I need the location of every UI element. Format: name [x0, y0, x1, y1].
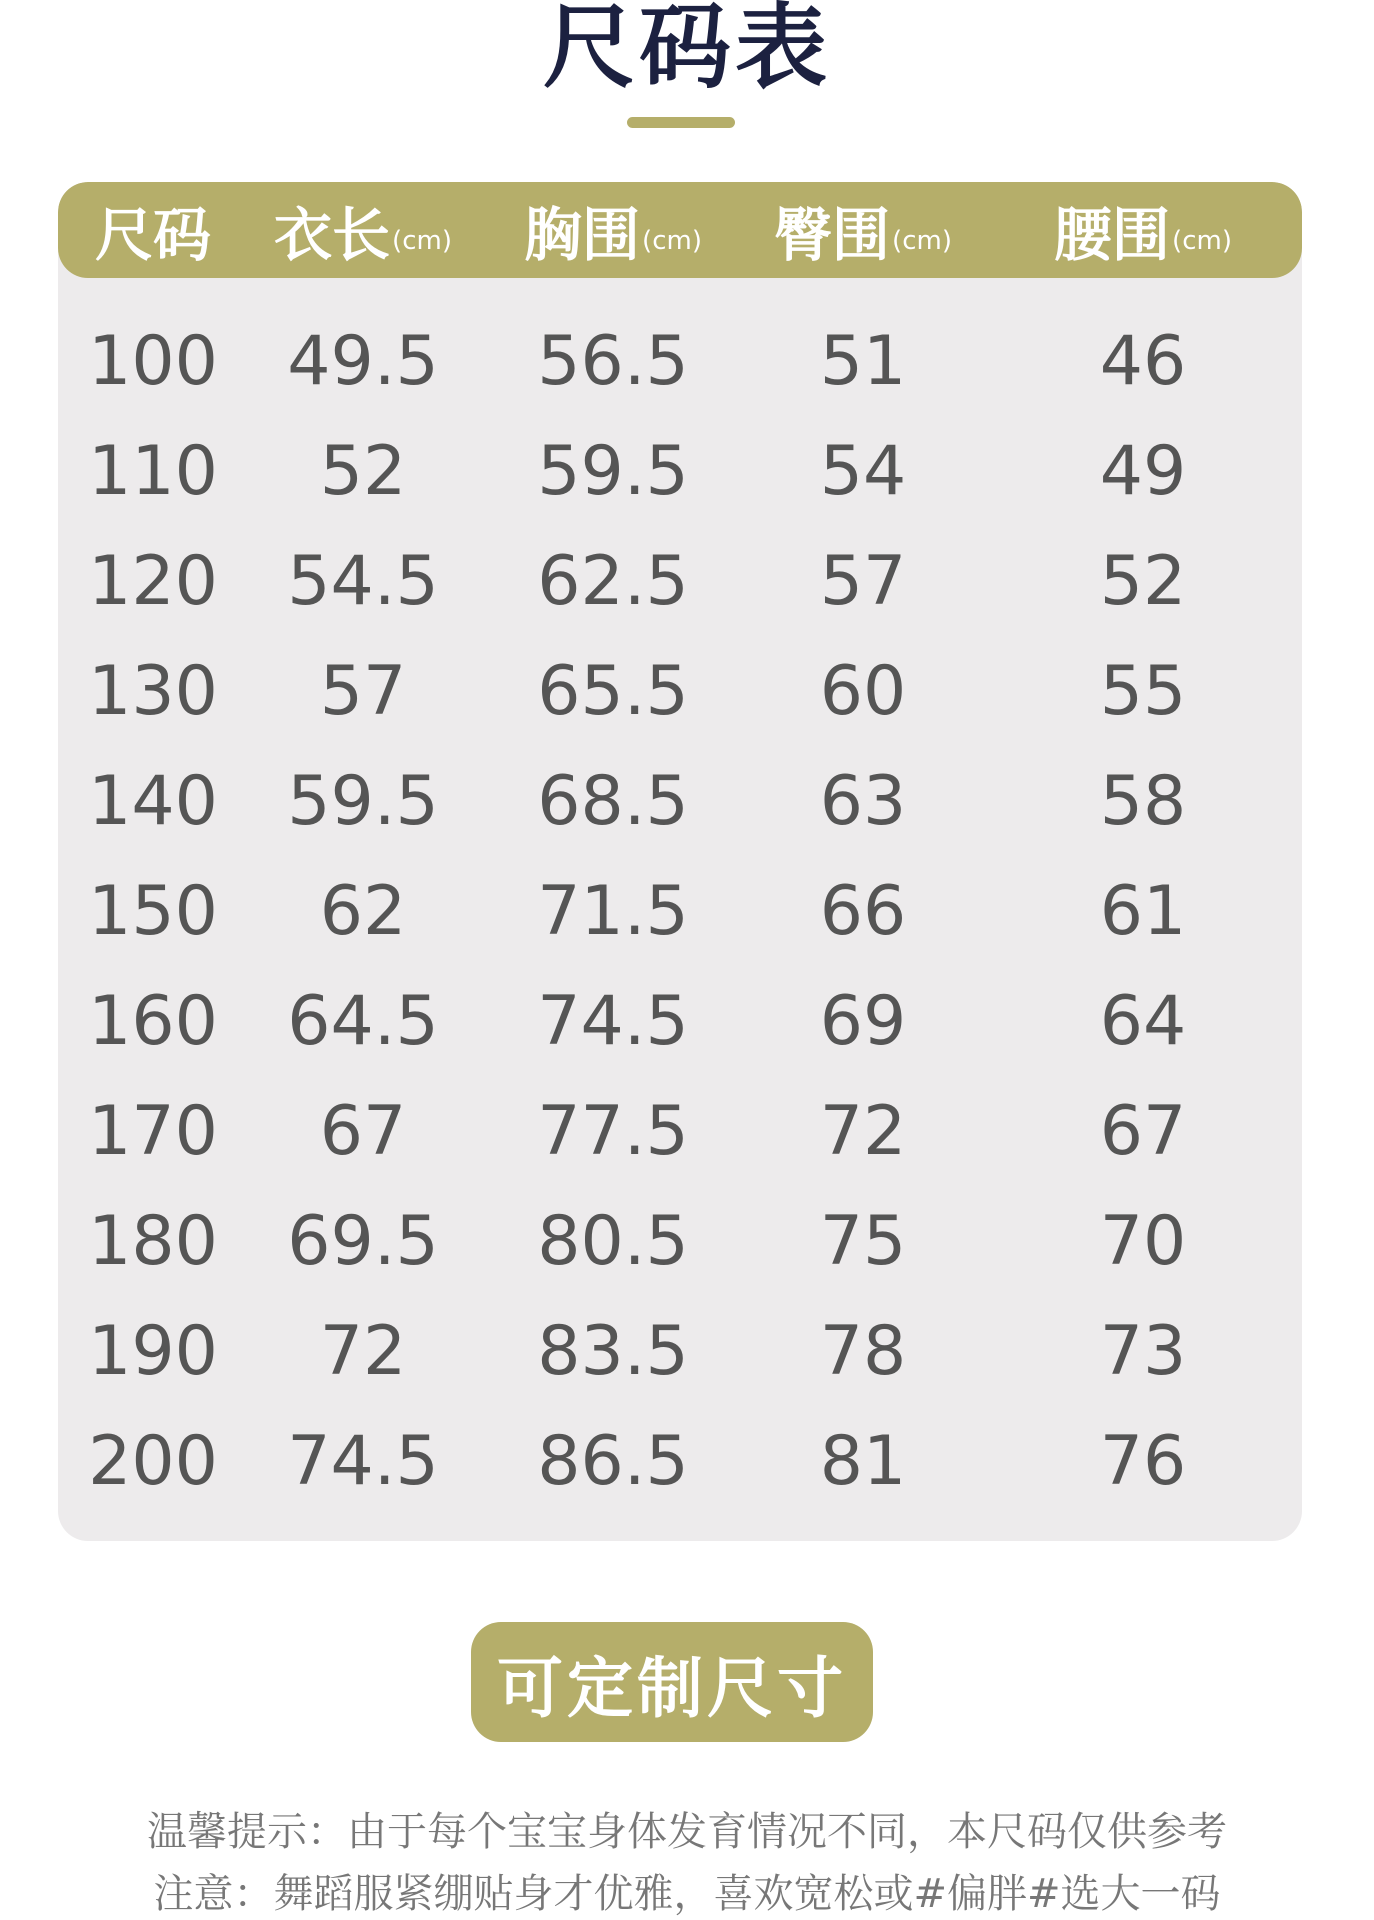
cell-chest: 62.5	[537, 541, 689, 621]
cell-size: 180	[88, 1201, 218, 1281]
cell-length: 67	[319, 1091, 407, 1171]
cell-waist: 70	[1099, 1201, 1187, 1281]
title-underline	[627, 117, 735, 128]
table-row	[58, 1076, 1302, 1186]
cell-chest: 77.5	[537, 1091, 689, 1171]
header-length-unit: (cm)	[392, 226, 452, 256]
header-chest	[488, 182, 738, 278]
cell-length: 62	[319, 871, 407, 951]
table-row	[58, 1186, 1302, 1296]
table-row	[58, 636, 1302, 746]
table-row	[58, 416, 1302, 526]
cell-hip: 66	[819, 871, 907, 951]
cell-waist: 58	[1099, 761, 1187, 841]
header-chest-unit: (cm)	[642, 226, 702, 256]
cell-chest: 65.5	[537, 651, 689, 731]
cell-chest: 74.5	[537, 981, 689, 1061]
cell-waist: 76	[1099, 1421, 1187, 1501]
cell-hip: 57	[819, 541, 907, 621]
cell-size: 140	[88, 761, 218, 841]
cell-chest: 56.5	[537, 321, 689, 401]
cell-size: 130	[88, 651, 218, 731]
attention-note: 注意：舞蹈服紧绷贴身才优雅，喜欢宽松或#偏胖#选大一码	[153, 1871, 1221, 1917]
cell-hip: 51	[819, 321, 907, 401]
cell-length: 59.5	[287, 761, 439, 841]
cell-hip: 69	[819, 981, 907, 1061]
tip-note: 温馨提示：由于每个宝宝身体发育情况不同，本尺码仅供参考	[147, 1809, 1227, 1855]
cell-waist: 67	[1099, 1091, 1187, 1171]
table-header	[58, 182, 1302, 278]
cell-length: 52	[319, 431, 407, 511]
cell-hip: 60	[819, 651, 907, 731]
header-waist-unit: (cm)	[1172, 226, 1232, 256]
cell-length: 74.5	[287, 1421, 439, 1501]
cell-length: 54.5	[287, 541, 439, 621]
cell-waist: 52	[1099, 541, 1187, 621]
cell-size: 160	[88, 981, 218, 1061]
header-waist-label: 腰围	[1054, 201, 1171, 269]
header-size-label: 尺码	[94, 201, 211, 269]
table-row	[58, 1296, 1302, 1406]
cell-hip: 81	[819, 1421, 907, 1501]
header-chest-label: 胸围	[524, 201, 641, 269]
cell-waist: 49	[1099, 431, 1187, 511]
cell-hip: 72	[819, 1091, 907, 1171]
cell-chest: 71.5	[537, 871, 689, 951]
cell-chest: 68.5	[537, 761, 689, 841]
cell-hip: 78	[819, 1311, 907, 1391]
header-waist	[988, 182, 1298, 278]
header-hip	[738, 182, 988, 278]
page-title: 尺码表	[542, 0, 831, 101]
table-row	[58, 856, 1302, 966]
table-row	[58, 746, 1302, 856]
cell-chest: 83.5	[537, 1311, 689, 1391]
cell-size: 100	[88, 321, 218, 401]
header-hip-unit: (cm)	[892, 226, 952, 256]
header-size	[58, 182, 248, 278]
cell-waist: 73	[1099, 1311, 1187, 1391]
header-hip-label: 臀围	[774, 201, 891, 269]
cell-length: 49.5	[287, 321, 439, 401]
cell-chest: 59.5	[537, 431, 689, 511]
table-row	[58, 966, 1302, 1076]
header-length	[238, 182, 488, 278]
cell-chest: 86.5	[537, 1421, 689, 1501]
table-row	[58, 1406, 1302, 1516]
table-row	[58, 306, 1302, 416]
size-table	[58, 182, 1302, 1541]
custom-size-button[interactable]: 可定制尺寸	[471, 1622, 873, 1742]
cell-length: 72	[319, 1311, 407, 1391]
cell-size: 110	[88, 431, 218, 511]
cell-size: 150	[88, 871, 218, 951]
cell-size: 170	[88, 1091, 218, 1171]
cell-size: 190	[88, 1311, 218, 1391]
cell-length: 64.5	[287, 981, 439, 1061]
cell-waist: 46	[1099, 321, 1187, 401]
cell-waist: 55	[1099, 651, 1187, 731]
header-length-label: 衣长	[274, 201, 391, 269]
cell-hip: 54	[819, 431, 907, 511]
table-row	[58, 526, 1302, 636]
cell-size: 200	[88, 1421, 218, 1501]
cell-length: 69.5	[287, 1201, 439, 1281]
cell-size: 120	[88, 541, 218, 621]
cell-length: 57	[319, 651, 407, 731]
cell-waist: 64	[1099, 981, 1187, 1061]
cell-waist: 61	[1099, 871, 1187, 951]
cell-chest: 80.5	[537, 1201, 689, 1281]
cell-hip: 63	[819, 761, 907, 841]
cell-hip: 75	[819, 1201, 907, 1281]
